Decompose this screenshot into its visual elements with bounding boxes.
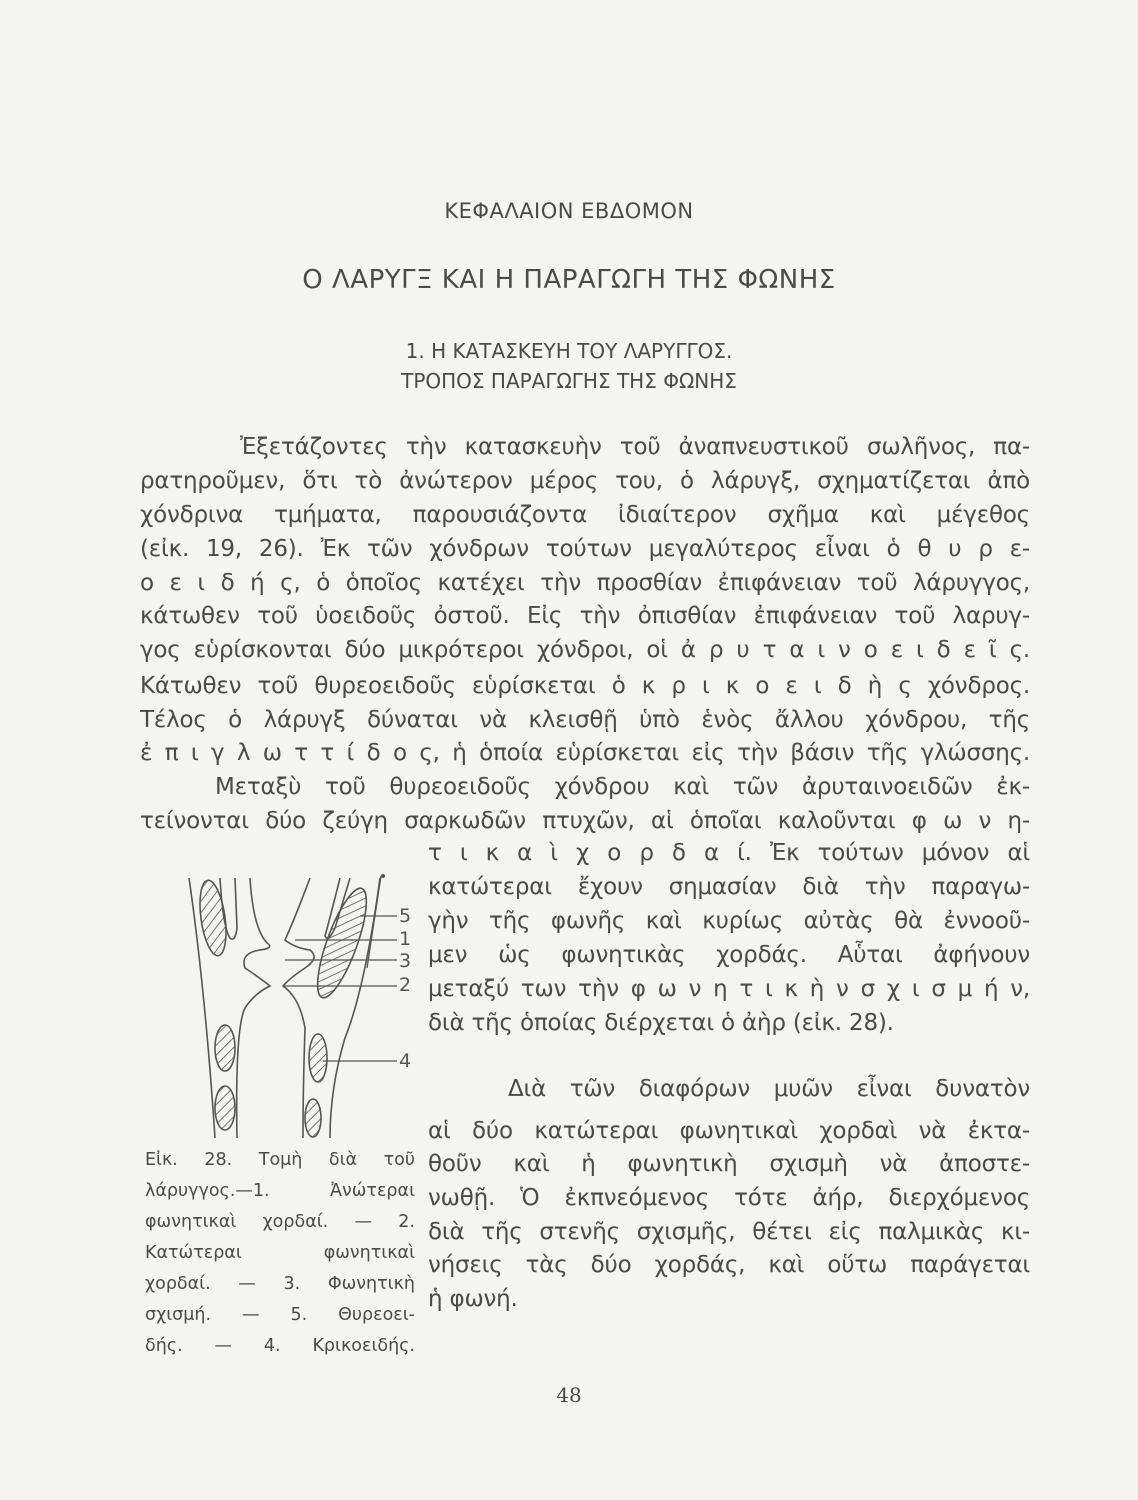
body-line: κατώτεραι ἔχουν σημασίαν διὰ τὴν παραγω-	[428, 874, 1030, 900]
body-line: χόνδρινα τμήματα, παρουσιάζοντα ἰδιαίτερον σχῆμα καὶ μέγεθος	[140, 502, 1030, 528]
body-line: Κάτωθεν τοῦ θυρεοειδοῦς εὑρίσκεται ὁ κ ρ ι κ ο ε ι δ ὴ ς χόνδρος.	[140, 673, 1030, 699]
body-line: νήσεις τὰς δύο χορδάς, καὶ οὕτω παράγεται	[428, 1252, 1030, 1278]
body-line: Τέλος ὁ λάρυγξ δύναται νὰ κλεισθῇ ὑπὸ ἑνὸς ἄλλου χόνδρου, τῆς	[140, 707, 1030, 733]
body-line: τ ι κ α ὶ χ ο ρ δ α ί. Ἐκ τούτων μόνον αἱ	[428, 840, 1030, 866]
body-line: αἱ δύο κατώτεραι φωνητικαὶ χορδαὶ νὰ ἐκτα-	[428, 1118, 1030, 1144]
body-line: ἐ π ι γ λ ω τ τ ί δ ο ς, ἡ ὁποία εὑρίσκεται εἰς τὴν βάσιν τῆς γλώσσης.	[140, 740, 1030, 766]
figure-label-3: 3	[399, 950, 412, 972]
figure-label-2: 2	[399, 974, 412, 996]
body-line: ο ε ι δ ή ς, ὁ ὁποῖος κατέχει τὴν προσθίαν ἐπιφάνειαν τοῦ λάρυγγος,	[140, 570, 1030, 596]
figure-label-5: 5	[399, 905, 412, 927]
caption-line: φωνητικαὶ χορδαί. — 2.	[145, 1212, 415, 1232]
body-line: μεταξύ των τὴν φ ω ν η τ ι κ ὴ ν σ χ ι σ μ ή ν,	[428, 976, 1030, 1002]
chapter-heading: ΚΕΦΑΛΑΙΟΝ ΕΒΔΟΜΟΝ	[444, 199, 694, 223]
body-line: κάτωθεν τοῦ ὑοειδοῦς ὀστοῦ. Εἰς τὴν ὀπισθίαν ἐπιφάνειαν τοῦ λαρυγ-	[140, 603, 1030, 629]
section-heading-line-1: 1. Η ΚΑΤΑΣΚΕΥΗ ΤΟΥ ΛΑΡΥΓΓΟΣ.	[405, 339, 733, 363]
section-heading-line-2: ΤΡΟΠΟΣ ΠΑΡΑΓΩΓΗΣ ΤΗΣ ΦΩΝΗΣ	[401, 369, 737, 393]
page-title: Ο ΛΑΡΥΓΞ ΚΑΙ Η ΠΑΡΑΓΩΓΗ ΤΗΣ ΦΩΝΗΣ	[302, 265, 836, 295]
caption-line: δής. — 4. Κρικοειδής.	[145, 1336, 415, 1356]
caption-line: σχισμή. — 5. Θυρεοει-	[145, 1305, 415, 1325]
body-line: Ἐξετάζοντες τὴν κατασκευὴν τοῦ ἀναπνευστικοῦ σωλῆνος, πα-	[240, 434, 1030, 460]
body-line: Μεταξὺ τοῦ θυρεοειδοῦς χόνδρου καὶ τῶν ἀρυταινοειδῶν ἐκ-	[215, 774, 1030, 800]
body-line: γὴν τῆς φωνῆς καὶ κυρίως αὐτὰς θὰ ἐννοοῦ-	[428, 908, 1030, 934]
body-line: ἡ φωνή.	[428, 1286, 518, 1312]
page-number: 48	[556, 1383, 582, 1407]
caption-line: Εἰκ. 28. Τομὴ διὰ τοῦ	[145, 1150, 415, 1170]
body-line: Διὰ τῶν διαφόρων μυῶν εἶναι δυνατὸν	[508, 1076, 1030, 1102]
figure-label-4: 4	[399, 1050, 412, 1072]
larynx-section-figure	[175, 868, 425, 1153]
figure-label-1: 1	[399, 928, 412, 950]
body-line: διὰ τῆς στενῆς σχισμῆς, θέτει εἰς παλμικὰς κι-	[428, 1219, 1030, 1245]
caption-line: λάρυγγος.—1. Ἀνώτεραι	[145, 1181, 415, 1201]
caption-line: Κατώτεραι φωνητικαὶ	[145, 1243, 415, 1263]
body-line: (εἰκ. 19, 26). Ἐκ τῶν χόνδρων τούτων μεγαλύτερος εἶναι ὁ θ υ ρ ε-	[140, 536, 1030, 562]
body-line: ρατηροῦμεν, ὅτι τὸ ἀνώτερον μέρος του, ὁ λάρυγξ, σχηματίζεται ἀπὸ	[140, 468, 1030, 494]
body-line: μεν ὡς φωνητικὰς χορδάς. Αὗται ἀφήνουν	[428, 942, 1030, 968]
body-line: τείνονται δύο ζεύγη σαρκωδῶν πτυχῶν, αἱ ὁποῖαι καλοῦνται φ ω ν η-	[140, 808, 1030, 834]
body-line: γος εὑρίσκονται δύο μικρότεροι χόνδροι, οἱ ἀ ρ υ τ α ι ν ο ε ι δ ε ῖ ς.	[140, 637, 1030, 663]
body-line: διὰ τῆς ὁποίας διέρχεται ὁ ἀὴρ (εἰκ. 28).	[428, 1010, 894, 1036]
body-line: θοῦν καὶ ἡ φωνητικὴ σχισμὴ νὰ ἀποστε-	[428, 1151, 1030, 1177]
caption-line: χορδαί. — 3. Φωνητικὴ	[145, 1274, 415, 1294]
body-line: νωθῇ. Ὁ ἐκπνεόμενος τότε ἀήρ, διερχόμενος	[428, 1185, 1030, 1211]
